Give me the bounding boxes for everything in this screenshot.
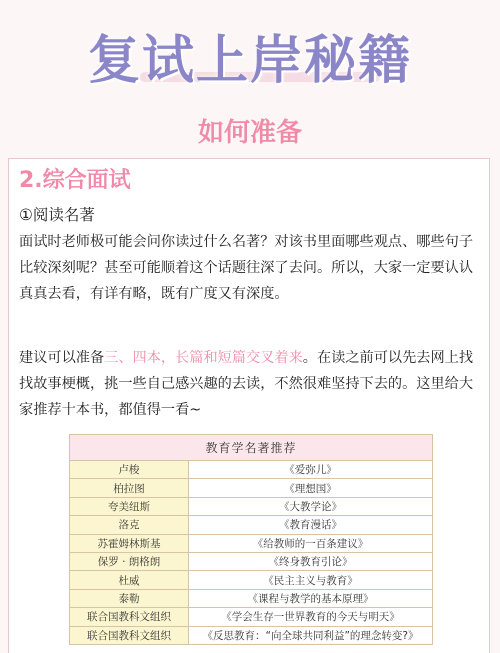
book-cell: 《课程与教学的基本原理》 — [189, 589, 433, 607]
table-header: 教育学名著推荐 — [70, 435, 433, 461]
author-cell: 联合国教科文组织 — [70, 626, 189, 644]
book-cell: 《反思教育：“向全球共同利益”的理念转变?》 — [189, 626, 433, 644]
content-card — [8, 158, 490, 653]
book-cell: 《给教师的一百条建议》 — [189, 534, 433, 552]
author-cell: 苏霍姆林斯基 — [70, 534, 189, 552]
table-row — [70, 479, 433, 497]
table-body — [70, 461, 433, 645]
table-row — [70, 497, 433, 515]
author-cell: 联合国教科文组织 — [70, 608, 189, 626]
book-cell: 《学会生存一世界教育的今天与明天》 — [189, 608, 433, 626]
paragraph-suggestion — [19, 345, 483, 423]
section-heading: 2.综合面试 — [19, 168, 131, 193]
book-cell: 《大教学论》 — [189, 497, 433, 515]
table-header-row — [70, 435, 433, 461]
author-cell: 泰勒 — [70, 589, 189, 607]
table-row — [70, 552, 433, 570]
book-cell: 《理想国》 — [189, 479, 433, 497]
book-cell: 《民主主义与教育》 — [189, 571, 433, 589]
page-subtitle: 如何准备 — [197, 118, 302, 148]
author-cell: 洛克 — [70, 516, 189, 534]
author-cell: 夸美纽斯 — [70, 497, 189, 515]
table-row — [70, 516, 433, 534]
paragraph-suggestion-start: 建议可以准备 — [19, 350, 105, 366]
book-cell: 《教育漫话》 — [189, 516, 433, 534]
paragraph-intro: 面试时老师极可能会问你读过什么名著？对该书里面哪些观点、哪些句子比较深刻呢？甚至可能顺着这个话题往深了去问。所以，大家一定要认认真真去看，有详有略，既有广度又有深度。 — [19, 234, 474, 302]
paragraph-suggestion-end: 。在读之前可以先去网上找找故事梗概，挑一些自己感兴趣的去读，不然很难坚持下去的。这里给大家推荐十本书，都值得一看~ — [19, 350, 474, 418]
book-table — [69, 434, 433, 645]
table-row — [70, 534, 433, 552]
table-row — [70, 626, 433, 644]
highlight-text: 三、四本，长篇和短篇交叉着来 — [104, 350, 303, 366]
item-title: ①阅读名著 — [19, 206, 95, 224]
author-cell: 保罗 · 朗格朗 — [70, 552, 189, 570]
book-cell: 《爱弥儿》 — [189, 461, 433, 479]
table-row — [70, 571, 433, 589]
table-row — [70, 589, 433, 607]
author-cell: 卢梭 — [70, 461, 189, 479]
book-cell: 《终身教育引论》 — [189, 552, 433, 570]
author-cell: 杜威 — [70, 571, 189, 589]
table-row — [70, 461, 433, 479]
table-row — [70, 608, 433, 626]
page-title: 复试上岸秘籍 — [87, 31, 412, 91]
author-cell: 柏拉图 — [70, 479, 189, 497]
